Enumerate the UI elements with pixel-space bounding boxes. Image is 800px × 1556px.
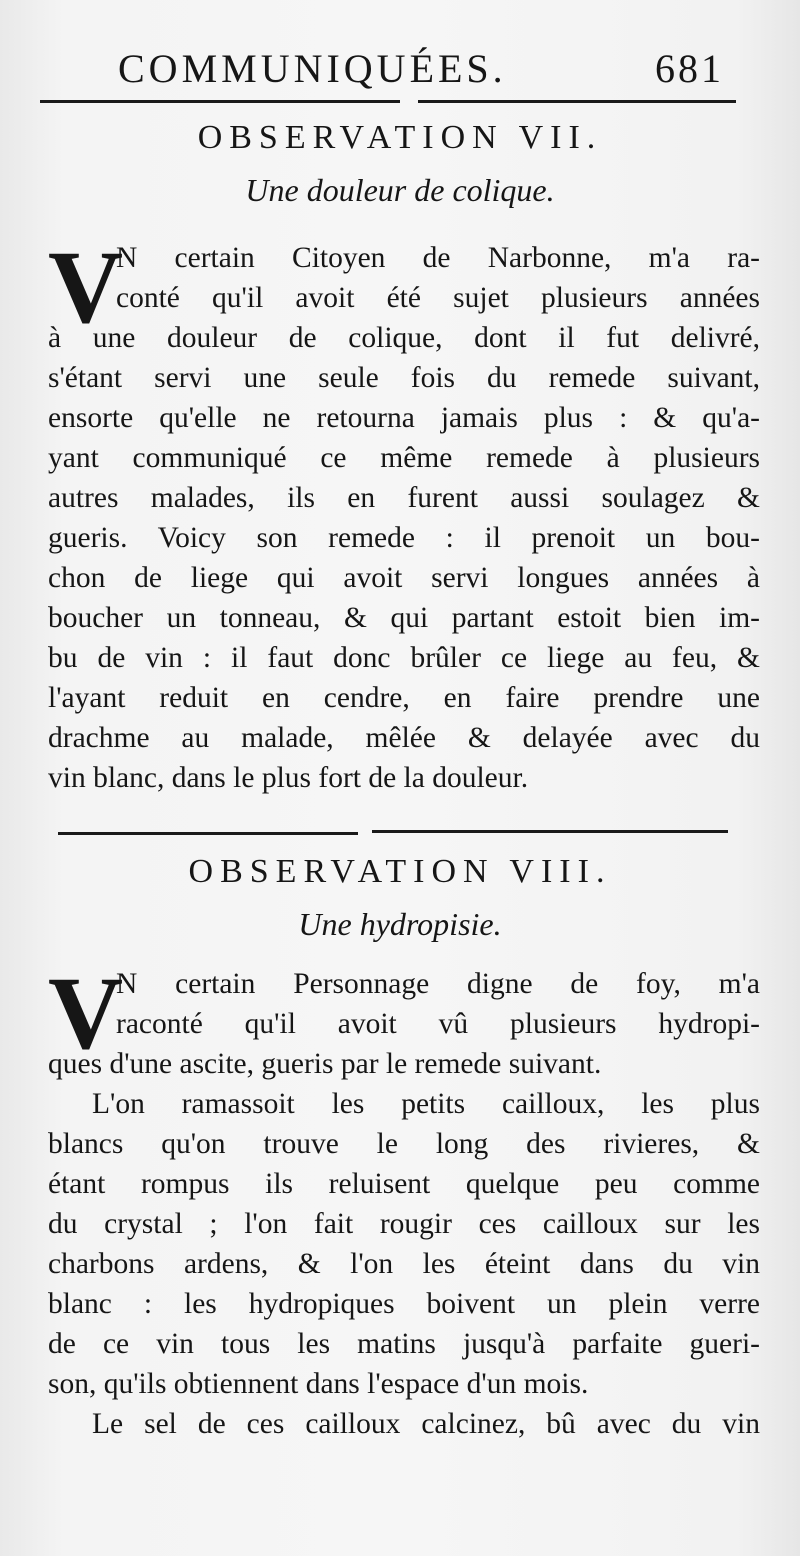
text-line: yant communiqué ce même remede à plusieurs xyxy=(48,442,760,474)
page-header xyxy=(0,40,800,100)
text-line: Le sel de ces cailloux calcinez, bû avec du vin xyxy=(92,1408,760,1440)
page-number: 681 xyxy=(655,46,724,91)
text-line: blancs qu'on trouve le long des rivieres, & xyxy=(48,1128,760,1160)
text-line: raconté qu'il avoit vû plusieurs hydropi- xyxy=(116,1008,760,1040)
observation-8-subtitle: Une hydropisie. xyxy=(298,906,502,942)
text-line: gueris. Voicy son remede : il prenoit un bou- xyxy=(48,522,760,554)
observation-7-subtitle: Une douleur de colique. xyxy=(245,172,555,208)
header-rule-right xyxy=(418,100,736,103)
text-line: ques d'une ascite, gueris par le remede suivant. xyxy=(48,1048,602,1080)
text-line: blanc : les hydropiques boivent un plein verre xyxy=(48,1288,760,1320)
section-rule-left xyxy=(58,832,358,835)
text-line: N certain Citoyen de Narbonne, m'a ra- xyxy=(116,242,760,274)
text-line: autres malades, ils en furent aussi soulagez & xyxy=(48,482,760,514)
text-line: ensorte qu'elle ne retourna jamais plus : & qu'a- xyxy=(48,402,760,434)
observation-7-drop-cap: V xyxy=(48,230,124,345)
observation-8-drop-cap: V xyxy=(48,956,124,1071)
text-line: drachme au malade, mêlée & delayée avec du xyxy=(48,722,760,754)
observation-7-body xyxy=(48,230,760,798)
header-rule-left xyxy=(40,100,400,103)
text-line: boucher un tonneau, & qui partant estoit bien im- xyxy=(48,602,760,634)
text-line: N certain Personnage digne de foy, m'a xyxy=(116,968,760,1000)
text-line: bu de vin : il faut donc brûler ce liege au feu, & xyxy=(48,642,760,674)
observation-7-title: OBSERVATION VII. xyxy=(197,119,603,156)
text-line: s'étant servi une seule fois du remede suivant, xyxy=(48,362,760,394)
text-line: L'on ramassoit les petits cailloux, les plus xyxy=(92,1088,760,1120)
text-line: chon de liege qui avoit servi longues années à xyxy=(48,562,760,594)
running-title: COMMUNIQUÉES. xyxy=(118,46,507,91)
section-rule-right xyxy=(372,830,728,833)
text-line: son, qu'ils obtiennent dans l'espace d'un mois. xyxy=(48,1368,589,1400)
text-line: à une douleur de colique, dont il fut delivré, xyxy=(48,322,760,354)
text-line: vin blanc, dans le plus fort de la douleur. xyxy=(48,762,529,794)
text-line: conté qu'il avoit été sujet plusieurs années xyxy=(116,282,760,314)
observation-8-body xyxy=(48,956,760,1444)
text-line: de ce vin tous les matins jusqu'à parfaite gueri- xyxy=(48,1328,760,1360)
text-line: charbons ardens, & l'on les éteint dans du vin xyxy=(48,1248,760,1280)
text-line: étant rompus ils reluisent quelque peu comme xyxy=(48,1168,760,1200)
text-line: l'ayant reduit en cendre, en faire prendre une xyxy=(48,682,760,714)
observation-8-title: OBSERVATION VIII. xyxy=(188,853,612,890)
text-line: du crystal ; l'on fait rougir ces cailloux sur les xyxy=(48,1208,760,1240)
